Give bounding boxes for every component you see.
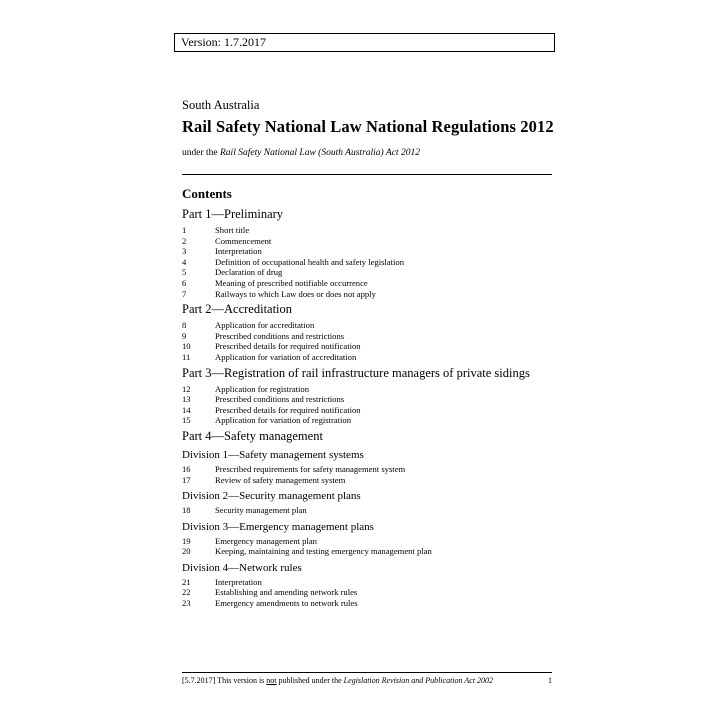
toc-entry-label: Commencement — [215, 235, 272, 246]
toc-entry[interactable] — [182, 577, 554, 588]
toc-entry[interactable] — [182, 246, 554, 257]
toc-entry[interactable] — [182, 341, 554, 352]
toc-entry[interactable] — [182, 536, 554, 547]
toc-division-heading[interactable]: Division 1—Safety management systems — [182, 448, 364, 461]
toc-division-heading[interactable]: Division 4—Network rules — [182, 561, 302, 574]
toc-entry-number: 14 — [182, 404, 191, 415]
toc-entry-label: Railways to which Law does or does not apply — [215, 288, 376, 299]
toc-entry[interactable] — [182, 236, 554, 247]
toc-entry[interactable] — [182, 384, 554, 395]
version-box: Version: 1.7.2017 — [174, 33, 555, 52]
toc-entry-number: 12 — [182, 383, 191, 394]
toc-entry-number: 16 — [182, 463, 191, 474]
toc-entry-number: 4 — [182, 256, 187, 267]
toc-entry-label: Meaning of prescribed notifiable occurrence — [215, 277, 368, 288]
toc-entry-label: Application for registration — [215, 383, 310, 394]
toc-entry[interactable] — [182, 546, 554, 557]
toc-entry-label: Prescribed requirements for safety management system — [215, 463, 406, 474]
toc-entry[interactable] — [182, 505, 554, 516]
toc-entry-label: Prescribed details for required notification — [215, 341, 361, 352]
footer-date: [5.7.2017] — [182, 676, 216, 685]
toc-entry-label: Keeping, maintaining and testing emergency management plan — [215, 546, 432, 557]
toc-entry[interactable] — [182, 587, 554, 598]
toc-item-group — [182, 225, 554, 299]
footer-text-2: published under the — [276, 676, 344, 685]
toc-entry-number: 11 — [182, 351, 191, 362]
toc-entry[interactable] — [182, 289, 554, 300]
enabling-act-line — [182, 148, 420, 158]
toc-division-heading[interactable]: Division 2—Security management plans — [182, 490, 361, 503]
toc-entry-number: 19 — [182, 535, 191, 546]
toc-entry-label: Interpretation — [215, 246, 262, 257]
contents-heading: Contents — [182, 186, 232, 201]
toc-entry[interactable] — [182, 475, 554, 486]
toc-entry[interactable] — [182, 278, 554, 289]
toc-entry[interactable] — [182, 598, 554, 609]
toc-item-group — [182, 464, 554, 485]
toc-entry-label: Prescribed conditions and restrictions — [215, 394, 345, 405]
toc-entry[interactable] — [182, 331, 554, 342]
page-number: 1 — [548, 676, 552, 685]
toc-entry-label: Prescribed conditions and restrictions — [215, 330, 345, 341]
toc-entry-label: Short title — [215, 225, 250, 235]
toc-entry[interactable] — [182, 415, 554, 426]
toc-entry-label: Application for accreditation — [215, 320, 315, 331]
toc-entry-label: Security management plan — [215, 505, 307, 516]
toc-entry-label: Emergency amendments to network rules — [215, 598, 358, 609]
toc-entry-label: Emergency management plan — [215, 535, 317, 546]
enabling-act-name: Rail Safety National Law (South Australia) Act 2012 — [220, 148, 420, 158]
toc-division-heading[interactable]: Division 3—Emergency management plans — [182, 520, 374, 533]
toc-entry[interactable] — [182, 267, 554, 278]
toc-entry-number: 10 — [182, 341, 191, 352]
toc-item-group — [182, 505, 554, 516]
toc-entry[interactable] — [182, 405, 554, 416]
toc-part-heading[interactable]: Part 4—Safety management — [182, 428, 323, 443]
toc-entry-number: 5 — [182, 267, 187, 278]
toc-item-group — [182, 320, 554, 362]
toc-entry-number: 15 — [182, 415, 191, 426]
footer-act: Legislation Revision and Publication Act 2002 — [343, 676, 494, 685]
footer-text-1: This version is — [215, 676, 267, 685]
toc-item-group — [182, 577, 554, 609]
toc-entry-number: 9 — [182, 330, 187, 341]
toc-entry-number: 8 — [182, 320, 187, 331]
toc-entry-number: 1 — [182, 225, 187, 235]
toc-entry-number: 20 — [182, 546, 191, 557]
toc-entry[interactable] — [182, 464, 554, 475]
toc-entry-number: 6 — [182, 277, 187, 288]
toc-entry-label: Application for variation of accreditation — [215, 351, 357, 362]
page-title: Rail Safety National Law National Regulations 2012 — [182, 117, 554, 136]
toc-entry-label: Declaration of drug — [215, 267, 283, 278]
toc-entry-number: 18 — [182, 505, 191, 516]
toc-entry[interactable] — [182, 225, 554, 236]
toc-part-heading[interactable]: Part 3—Registration of rail infrastructure managers of private sidings — [182, 365, 530, 380]
page-footer — [182, 676, 552, 685]
toc-entry[interactable] — [182, 320, 554, 331]
toc-entry[interactable] — [182, 394, 554, 405]
toc-entry-label: Prescribed details for required notification — [215, 404, 361, 415]
under-prefix: under the — [182, 148, 220, 158]
table-of-contents — [182, 204, 554, 611]
footer-note — [182, 676, 493, 685]
toc-entry-number: 3 — [182, 246, 187, 257]
toc-entry-number: 2 — [182, 235, 187, 246]
toc-part-heading[interactable]: Part 2—Accreditation — [182, 302, 293, 317]
toc-entry-number: 17 — [182, 474, 191, 485]
toc-entry-number: 13 — [182, 394, 191, 405]
toc-entry-label: Application for variation of registration — [215, 415, 352, 426]
toc-entry-label: Establishing and amending network rules — [215, 587, 358, 598]
toc-part-heading[interactable]: Part 1—Preliminary — [182, 207, 284, 221]
toc-entry[interactable] — [182, 257, 554, 268]
toc-entry-label: Definition of occupational health and safety legislation — [215, 256, 405, 267]
toc-entry-label: Review of safety management system — [215, 474, 346, 485]
jurisdiction: South Australia — [182, 98, 260, 112]
toc-entry-number: 7 — [182, 288, 187, 299]
toc-entry-number: 22 — [182, 587, 191, 598]
footer-not: not — [266, 676, 277, 685]
toc-item-group — [182, 536, 554, 557]
toc-entry-label: Interpretation — [215, 576, 262, 587]
toc-entry[interactable] — [182, 352, 554, 363]
title-divider — [182, 174, 552, 175]
footer-divider — [182, 672, 552, 673]
toc-item-group — [182, 384, 554, 426]
toc-entry-number: 21 — [182, 576, 191, 587]
toc-entry-number: 23 — [182, 598, 191, 609]
